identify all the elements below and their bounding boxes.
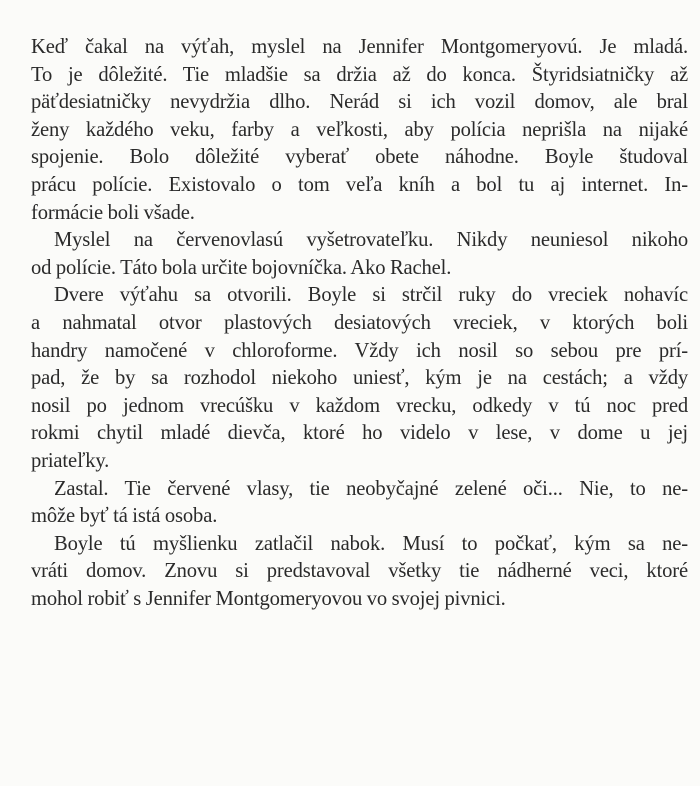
- text-line: Zastal. Tie červené vlasy, tie neobyčajné zelené oči... Nie, to ne-: [54, 477, 688, 500]
- text-line: spojenie. Bolo dôležité vyberať obete náhodne. Boyle študoval: [31, 146, 688, 169]
- text-line: ženy každého veku, farby a veľkosti, aby polícia neprišla na nijaké: [31, 118, 688, 141]
- text-line: nosil po jednom vrecúšku v každom vrecku, odkedy v tú noc pred: [31, 394, 688, 417]
- text-line: mohol robiť s Jennifer Montgomeryovou vo svojej pivnici.: [31, 587, 506, 610]
- paragraph-5: [31, 531, 688, 614]
- text-line: päťdesiatničky nevydržia dlho. Nerád si ich vozil domov, ale bral: [31, 91, 688, 114]
- text-line: formácie boli všade.: [31, 201, 195, 224]
- paragraph-2: [31, 227, 688, 282]
- text-line: od polície. Táto bola určite bojovníčka. Ako Rachel.: [31, 256, 452, 279]
- paragraph-3: [31, 282, 688, 475]
- text-line: Boyle tú myšlienku zatlačil nabok. Musí to počkať, kým sa ne-: [54, 532, 688, 555]
- text-line: priateľky.: [31, 449, 110, 472]
- paragraph-4: [31, 476, 688, 531]
- text-line: prácu polície. Existovalo o tom veľa kníh a bol tu aj internet. In-: [31, 173, 688, 196]
- text-line: To je dôležité. Tie mladšie sa držia až do konca. Štyridsiatničky až: [31, 63, 688, 86]
- text-line: handry namočené v chloroforme. Vždy ich nosil so sebou pre prí-: [31, 339, 688, 362]
- text-line: Dvere výťahu sa otvorili. Boyle si strčil ruky do vreciek nohavíc: [54, 284, 688, 307]
- text-line: Keď čakal na výťah, myslel na Jennifer Montgomeryovú. Je mladá.: [31, 36, 688, 58]
- text-line: pad, že by sa rozhodol niekoho uniesť, kým je na cestách; a vždy: [31, 367, 688, 390]
- paragraph-1: [31, 34, 688, 227]
- text-line: a nahmatal otvor plastových desiatových vreciek, v ktorých boli: [31, 311, 688, 334]
- text-line: môže byť tá istá osoba.: [31, 505, 218, 528]
- body-text: [31, 34, 688, 613]
- text-line: vráti domov. Znovu si predstavoval všetky tie nádherné veci, ktoré: [31, 560, 688, 583]
- text-line: Myslel na červenovlasú vyšetrovateľku. Nikdy neuniesol nikoho: [54, 229, 688, 252]
- text-line: rokmi chytil mladé dievča, ktoré ho videlo v lese, v dome u jej: [31, 422, 688, 445]
